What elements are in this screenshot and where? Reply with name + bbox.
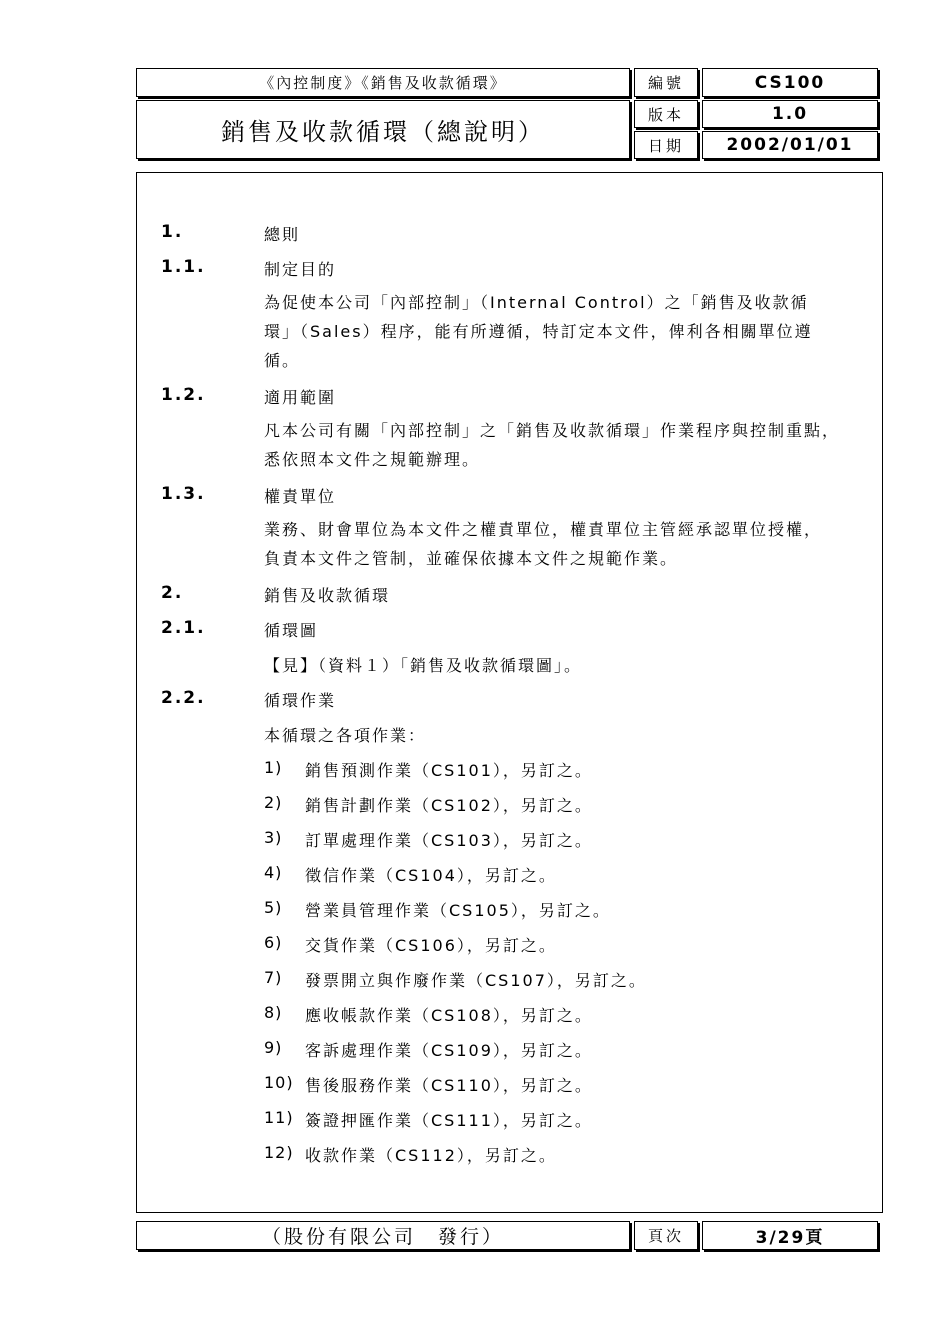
list-item: 收款作業（CS112），另訂之。 [305, 1146, 557, 1165]
list-item: 客訴處理作業（CS109），另訂之。 [305, 1041, 593, 1060]
section-number: 2.2. [161, 688, 206, 708]
list-item-number: 1) [264, 758, 283, 777]
list-item: 應收帳款作業（CS108），另訂之。 [305, 1006, 593, 1025]
section-heading: 銷售及收款循環 [264, 586, 391, 605]
section-heading: 權責單位 [264, 487, 337, 506]
list-item-number: 5) [264, 898, 283, 917]
section-number: 1.3. [161, 484, 206, 504]
list-item-number: 12) [264, 1143, 294, 1162]
version-value: 1.0 [702, 100, 878, 128]
list-item-number: 4) [264, 863, 283, 882]
section-number: 1.1. [161, 257, 206, 277]
list-item-number: 6) [264, 933, 283, 952]
code-value: CS100 [702, 68, 878, 97]
paragraph-line: 為促使本公司「內部控制」（Internal Control）之「銷售及收款循 [264, 293, 809, 312]
section-heading: 總則 [264, 225, 301, 244]
section-number: 1. [161, 222, 184, 242]
paragraph-line: 凡本公司有關「內部控制」之「銷售及收款循環」作業程序與控制重點， [264, 421, 841, 440]
page-number: 3/29頁 [702, 1221, 878, 1250]
section-number: 1.2. [161, 385, 206, 405]
list-item: 訂單處理作業（CS103），另訂之。 [305, 831, 593, 850]
reference-line: 【見】（資料１）「銷售及收款循環圖」。 [264, 656, 583, 675]
date-label: 日期 [634, 131, 698, 159]
list-item-number: 8) [264, 1003, 283, 1022]
list-item-number: 7) [264, 968, 283, 987]
list-item-number: 9) [264, 1038, 283, 1057]
list-item: 售後服務作業（CS110），另訂之。 [305, 1076, 593, 1095]
section-number: 2.1. [161, 618, 206, 638]
list-intro: 本循環之各項作業： [264, 726, 427, 745]
list-item-number: 2) [264, 793, 283, 812]
section-heading: 適用範圍 [264, 388, 337, 407]
paragraph-line: 循。 [264, 351, 301, 370]
section-heading: 制定目的 [264, 260, 337, 279]
document-title: 銷售及收款循環（總說明） [136, 100, 630, 159]
list-item-number: 3) [264, 828, 283, 847]
paragraph-line: 業務、財會單位為本文件之權責單位，權責單位主管經承認單位授權， [264, 520, 823, 539]
paragraph-line: 環」（Sales）程序，能有所遵循，特訂定本文件，俾利各相關單位遵 [264, 322, 813, 341]
list-item-number: 10) [264, 1073, 294, 1092]
list-item: 簽證押匯作業（CS111），另訂之。 [305, 1111, 593, 1130]
list-item: 銷售計劃作業（CS102），另訂之。 [305, 796, 593, 815]
list-item: 徵信作業（CS104），另訂之。 [305, 866, 557, 885]
section-heading: 循環圖 [264, 621, 319, 640]
section-heading: 循環作業 [264, 691, 337, 710]
paragraph-line: 悉依照本文件之規範辦理。 [264, 450, 481, 469]
document-series-title: 《內控制度》《銷售及收款循環》 [136, 68, 630, 97]
list-item: 發票開立與作廢作業（CS107），另訂之。 [305, 971, 647, 990]
list-item: 交貨作業（CS106），另訂之。 [305, 936, 557, 955]
section-number: 2. [161, 583, 184, 603]
date-value: 2002/01/01 [702, 131, 878, 159]
publisher-note: （股份有限公司 發行） [136, 1221, 630, 1250]
paragraph-line: 負責本文件之管制，並確保依據本文件之規範作業。 [264, 549, 679, 568]
page-label: 頁次 [634, 1221, 698, 1250]
code-label: 編號 [634, 68, 698, 97]
version-label: 版本 [634, 100, 698, 128]
list-item-number: 11) [264, 1108, 294, 1127]
list-item: 銷售預測作業（CS101），另訂之。 [305, 761, 593, 780]
list-item: 營業員管理作業（CS105），另訂之。 [305, 901, 611, 920]
